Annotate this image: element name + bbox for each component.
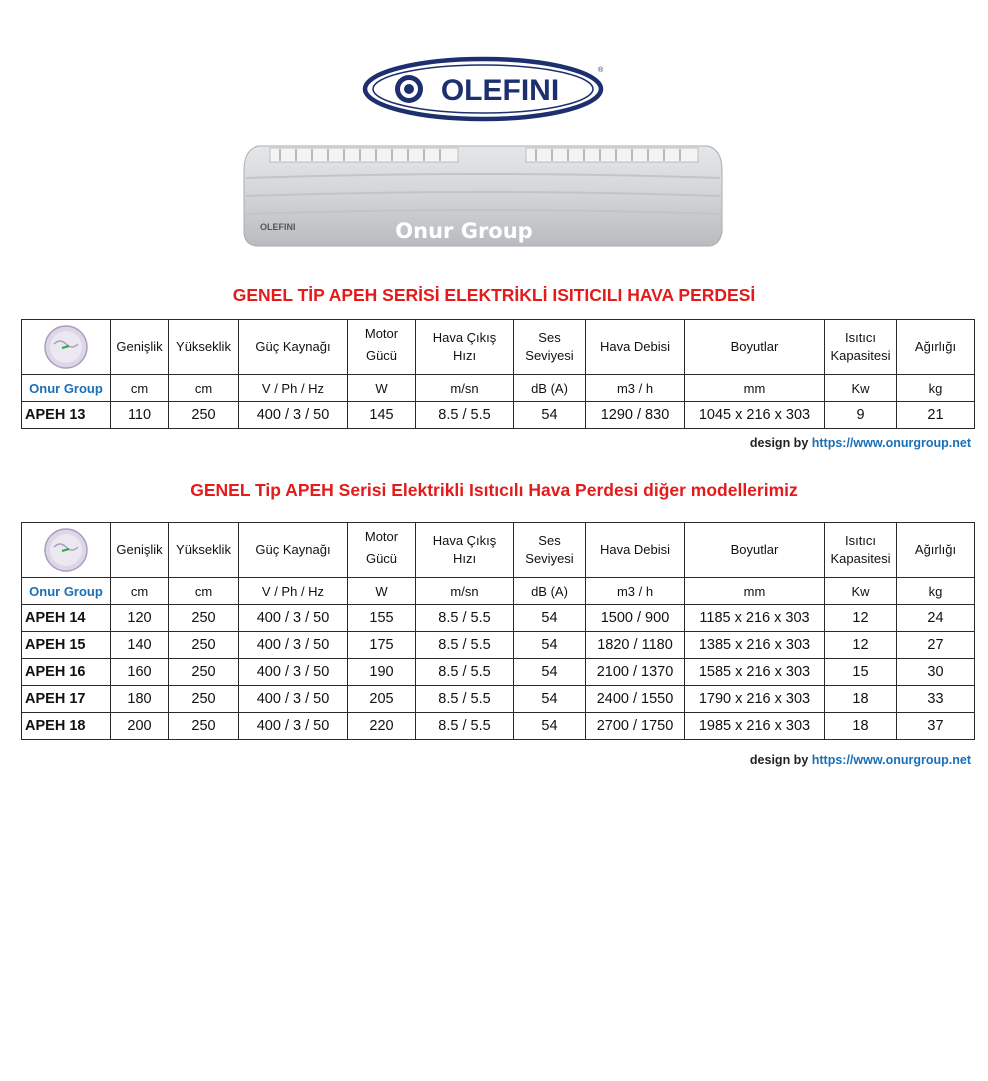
cell-weight: 33 xyxy=(897,686,975,713)
design-credit: design by https://www.onurgroup.net xyxy=(749,753,971,767)
header-power-supply: Güç Kaynağı xyxy=(239,523,348,578)
design-credit: design by https://www.onurgroup.net xyxy=(749,436,971,450)
header-height: Yükseklik xyxy=(169,523,239,578)
cell-flow: 2400 / 1550 xyxy=(586,686,685,713)
units-row xyxy=(22,578,975,605)
cell-height: 250 xyxy=(169,686,239,713)
unit-height: cm xyxy=(169,375,239,402)
cell-speed: 8.5 / 5.5 xyxy=(416,713,514,740)
cell-dimensions: 1985 x 216 x 303 xyxy=(685,713,825,740)
watermark-text: Onur Group xyxy=(395,219,533,243)
cell-sound: 54 xyxy=(514,713,586,740)
logo-wordmark: OLEFINI xyxy=(440,74,560,107)
table-row xyxy=(22,659,975,686)
header-air-flow: Hava Debisi xyxy=(586,523,685,578)
unit-dimensions: mm xyxy=(685,375,825,402)
cell-dimensions: 1790 x 216 x 303 xyxy=(685,686,825,713)
unit-motor: W xyxy=(348,578,416,605)
cell-model: APEH 15 xyxy=(22,632,111,659)
cell-sound: 54 xyxy=(514,605,586,632)
cell-sound: 54 xyxy=(514,686,586,713)
table-row xyxy=(22,402,975,429)
cell-speed: 8.5 / 5.5 xyxy=(416,402,514,429)
unit-flow: m3 / h xyxy=(586,578,685,605)
credit-link[interactable]: https://www.onurgroup.net xyxy=(811,436,971,450)
spec-table-main xyxy=(21,319,975,429)
header-motor-power: Motor Gücü xyxy=(348,523,416,578)
globe-logo-cell xyxy=(22,523,111,578)
unit-sound: dB (A) xyxy=(514,578,586,605)
olefini-logo xyxy=(362,56,604,122)
cell-width: 180 xyxy=(111,686,169,713)
unit-weight: kg xyxy=(897,375,975,402)
unit-power: V / Ph / Hz xyxy=(239,578,348,605)
unit-weight: kg xyxy=(897,578,975,605)
cell-power: 400 / 3 / 50 xyxy=(239,632,348,659)
globe-logo-cell xyxy=(22,320,111,375)
cell-power: 400 / 3 / 50 xyxy=(239,659,348,686)
cell-dimensions: 1385 x 216 x 303 xyxy=(685,632,825,659)
cell-width: 200 xyxy=(111,713,169,740)
cell-weight: 37 xyxy=(897,713,975,740)
globe-icon xyxy=(42,324,90,370)
product-logo: OLEFINI xyxy=(260,222,296,232)
unit-flow: m3 / h xyxy=(586,375,685,402)
header-motor-power: Motor Gücü xyxy=(348,320,416,375)
header-air-speed: Hava Çıkış Hızı xyxy=(416,320,514,375)
header-dimensions: Boyutlar xyxy=(685,320,825,375)
table-row xyxy=(22,713,975,740)
cell-flow: 1500 / 900 xyxy=(586,605,685,632)
air-curtain-image xyxy=(240,140,726,252)
page-title: GENEL TİP APEH SERİSİ ELEKTRİKLİ ISITICILI HAVA PERDESİ xyxy=(232,285,756,305)
cell-sound: 54 xyxy=(514,402,586,429)
cell-dimensions: 1185 x 216 x 303 xyxy=(685,605,825,632)
bearing-icon xyxy=(395,75,423,103)
cell-motor: 175 xyxy=(348,632,416,659)
cell-motor: 155 xyxy=(348,605,416,632)
cell-flow: 1290 / 830 xyxy=(586,402,685,429)
cell-width: 120 xyxy=(111,605,169,632)
unit-power: V / Ph / Hz xyxy=(239,375,348,402)
spec-table-other-models xyxy=(21,522,975,740)
cell-speed: 8.5 / 5.5 xyxy=(416,605,514,632)
header-width: Genişlik xyxy=(111,320,169,375)
units-row xyxy=(22,375,975,402)
header-width: Genişlik xyxy=(111,523,169,578)
unit-width: cm xyxy=(111,375,169,402)
header-power-supply: Güç Kaynağı xyxy=(239,320,348,375)
cell-power: 400 / 3 / 50 xyxy=(239,402,348,429)
header-air-flow: Hava Debisi xyxy=(586,320,685,375)
header-weight: Ağırlığı xyxy=(897,320,975,375)
cell-model: APEH 16 xyxy=(22,659,111,686)
cell-power: 400 / 3 / 50 xyxy=(239,686,348,713)
cell-height: 250 xyxy=(169,605,239,632)
unit-sound: dB (A) xyxy=(514,375,586,402)
cell-sound: 54 xyxy=(514,632,586,659)
brand-label: Onur Group xyxy=(22,375,111,402)
unit-motor: W xyxy=(348,375,416,402)
table-header-row xyxy=(22,523,975,578)
header-sound-level: Ses Seviyesi xyxy=(514,523,586,578)
cell-heater: 18 xyxy=(825,713,897,740)
header-sound-level: Ses Seviyesi xyxy=(514,320,586,375)
unit-dimensions: mm xyxy=(685,578,825,605)
cell-model: APEH 14 xyxy=(22,605,111,632)
unit-heater: Kw xyxy=(825,375,897,402)
section-title: GENEL Tip APEH Serisi Elektrikli Isıtıcılı Hava Perdesi diğer modellerimiz xyxy=(190,480,798,500)
cell-weight: 21 xyxy=(897,402,975,429)
table-row xyxy=(22,632,975,659)
cell-height: 250 xyxy=(169,713,239,740)
cell-heater: 15 xyxy=(825,659,897,686)
cell-width: 140 xyxy=(111,632,169,659)
cell-power: 400 / 3 / 50 xyxy=(239,605,348,632)
cell-dimensions: 1045 x 216 x 303 xyxy=(685,402,825,429)
header-weight: Ağırlığı xyxy=(897,523,975,578)
cell-sound: 54 xyxy=(514,659,586,686)
header-height: Yükseklik xyxy=(169,320,239,375)
cell-motor: 190 xyxy=(348,659,416,686)
svg-text:®: ® xyxy=(598,67,604,74)
cell-heater: 9 xyxy=(825,402,897,429)
cell-flow: 2100 / 1370 xyxy=(586,659,685,686)
cell-model: APEH 13 xyxy=(22,402,111,429)
cell-speed: 8.5 / 5.5 xyxy=(416,632,514,659)
table-row xyxy=(22,686,975,713)
cell-heater: 12 xyxy=(825,632,897,659)
cell-speed: 8.5 / 5.5 xyxy=(416,686,514,713)
brand-label: Onur Group xyxy=(22,578,111,605)
cell-width: 160 xyxy=(111,659,169,686)
cell-height: 250 xyxy=(169,659,239,686)
cell-flow: 2700 / 1750 xyxy=(586,713,685,740)
cell-speed: 8.5 / 5.5 xyxy=(416,659,514,686)
table-header-row xyxy=(22,320,975,375)
cell-motor: 145 xyxy=(348,402,416,429)
cell-heater: 18 xyxy=(825,686,897,713)
cell-height: 250 xyxy=(169,632,239,659)
credit-link[interactable]: https://www.onurgroup.net xyxy=(811,753,971,767)
header-air-speed: Hava Çıkış Hızı xyxy=(416,523,514,578)
unit-heater: Kw xyxy=(825,578,897,605)
cell-motor: 205 xyxy=(348,686,416,713)
cell-weight: 30 xyxy=(897,659,975,686)
cell-flow: 1820 / 1180 xyxy=(586,632,685,659)
header-heater-capacity: Isıtıcı Kapasitesi xyxy=(825,320,897,375)
cell-dimensions: 1585 x 216 x 303 xyxy=(685,659,825,686)
cell-motor: 220 xyxy=(348,713,416,740)
cell-weight: 24 xyxy=(897,605,975,632)
cell-heater: 12 xyxy=(825,605,897,632)
cell-weight: 27 xyxy=(897,632,975,659)
unit-width: cm xyxy=(111,578,169,605)
cell-model: APEH 18 xyxy=(22,713,111,740)
cell-width: 110 xyxy=(111,402,169,429)
unit-speed: m/sn xyxy=(416,375,514,402)
header-dimensions: Boyutlar xyxy=(685,523,825,578)
cell-model: APEH 17 xyxy=(22,686,111,713)
table-row xyxy=(22,605,975,632)
cell-height: 250 xyxy=(169,402,239,429)
unit-speed: m/sn xyxy=(416,578,514,605)
globe-icon xyxy=(42,527,90,573)
header-heater-capacity: Isıtıcı Kapasitesi xyxy=(825,523,897,578)
unit-height: cm xyxy=(169,578,239,605)
cell-power: 400 / 3 / 50 xyxy=(239,713,348,740)
